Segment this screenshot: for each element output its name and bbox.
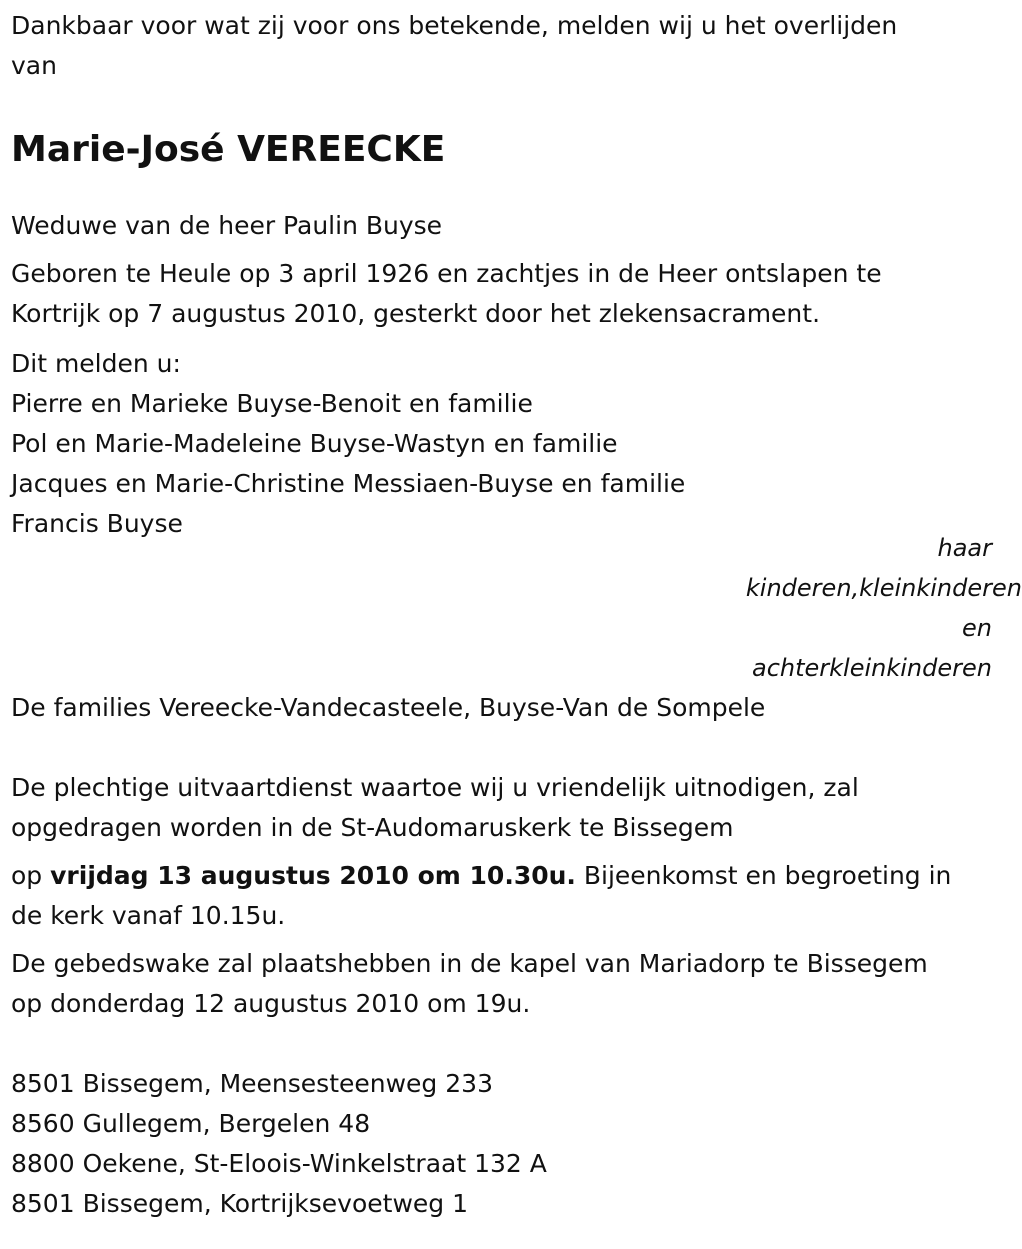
service-line-3 [11,856,1011,896]
intro-line-2: van [11,51,57,80]
service-prefix: op [11,861,51,890]
service-line-2: opgedragen worden in de St-Audomaruskerk te Bissegem [11,813,734,842]
widow-of: Weduwe van de heer Paulin Buyse [11,211,443,240]
announcers-heading: Dit melden u: [11,349,181,378]
address-line: 8800 Oekene, St-Eloois-Winkelstraat 132 A [11,1149,547,1178]
obituary-document [11,6,1022,1224]
families-line: De families Vereecke-Vandecasteele, Buyse-Van de Sompele [11,693,766,722]
relation-line: en [962,614,992,642]
announcer-name: Pol en Marie-Madeleine Buyse-Wastyn en familie [11,429,618,458]
service-suffix: Bijeenkomst en begroeting in [575,861,952,890]
service-date-time: vrijdag 13 augustus 2010 om 10.30u. [50,861,576,890]
address-line: 8501 Bissegem, Meensesteenweg 233 [11,1069,493,1098]
address-line: 8501 Bissegem, Kortrijksevoetweg 1 [11,1189,468,1218]
service-line-1: De plechtige uitvaartdienst waartoe wij u vriendelijk uitnodigen, zal [11,773,859,802]
announcer-name: Francis Buyse [11,509,183,538]
birth-line-2: Kortrijk op 7 augustus 2010, gesterkt door het zlekensacrament. [11,299,821,328]
deceased-name: Marie-José VEREECKE [11,129,446,170]
intro-line-1: Dankbaar voor wat zij voor ons betekende, melden wij u het overlijden [11,11,898,40]
announcer-name: Pierre en Marieke Buyse-Benoit en familie [11,389,533,418]
relation-line: haar [937,534,992,562]
vigil-line-1: De gebedswake zal plaatshebben in de kapel van Mariadorp te Bissegem [11,949,928,978]
spacer [11,1024,1011,1064]
announcer-name: Jacques en Marie-Christine Messiaen-Buyse en familie [11,469,686,498]
relation-line: achterkleinkinderen [752,654,992,682]
relation-block [11,528,1022,688]
vigil-line-2: op donderdag 12 augustus 2010 om 19u. [11,989,531,1018]
relation-line: kinderen,kleinkinderen [745,574,1022,602]
birth-line-1: Geboren te Heule op 3 april 1926 en zachtjes in de Heer ontslapen te [11,259,882,288]
spacer [11,728,1011,768]
service-line-4: de kerk vanaf 10.15u. [11,901,286,930]
address-line: 8560 Gullegem, Bergelen 48 [11,1109,371,1138]
